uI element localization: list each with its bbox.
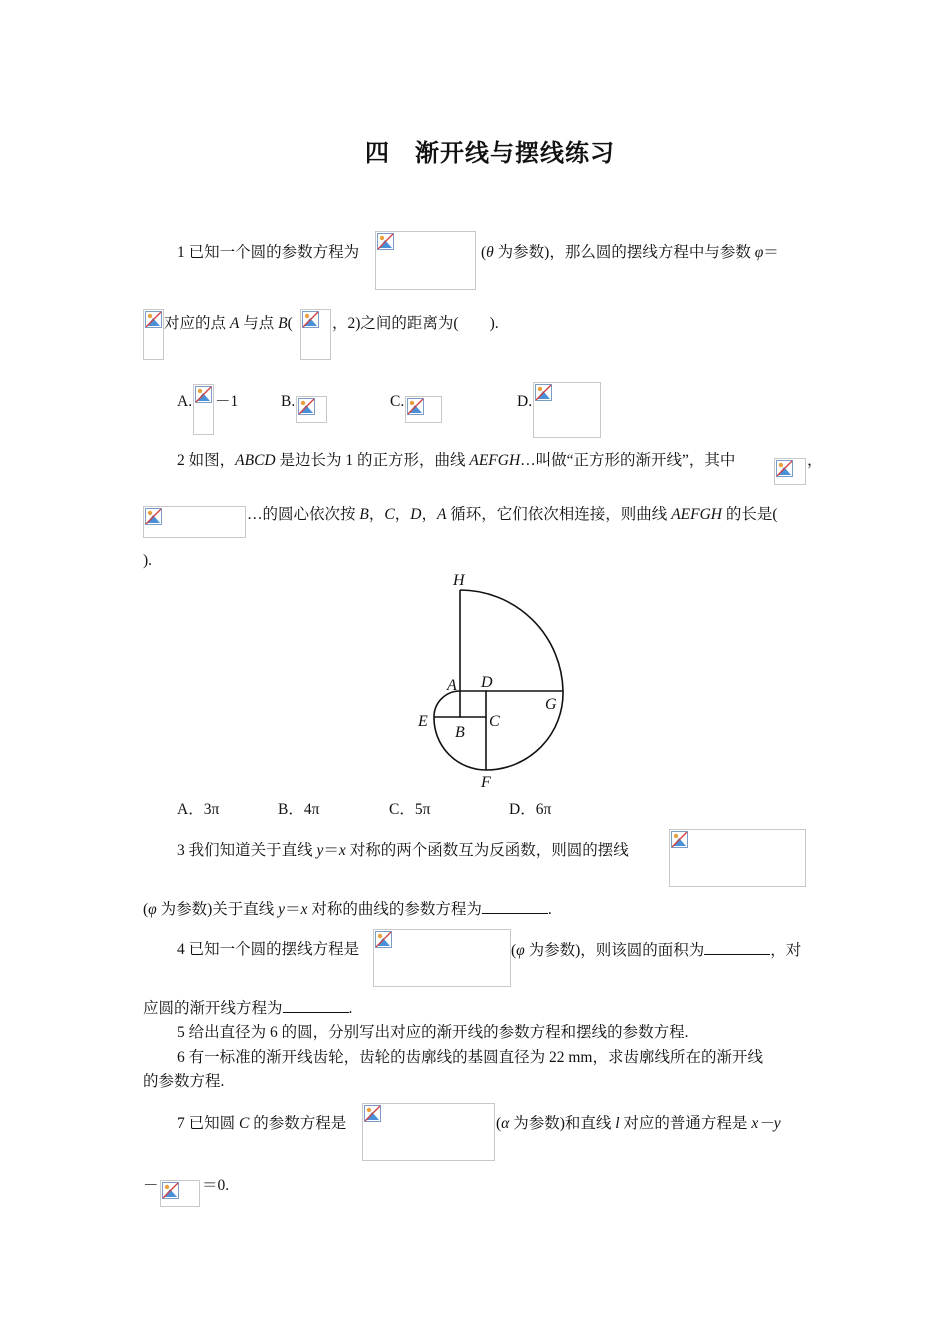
theta-symbol: θ [486, 244, 494, 261]
paren: ( [481, 244, 487, 261]
comma: ， [807, 452, 823, 469]
q4-stem-start: 4 已知一个圆的摆线方程是 [177, 941, 360, 958]
choice-b-label: B．4π [278, 801, 320, 818]
choice-a-tail: －1 [215, 393, 239, 410]
q3-line1-text [177, 841, 629, 861]
q3-stem-b: 对称的两个函数互为反函数，则圆的摆线 [345, 842, 629, 859]
point-a: A [436, 506, 447, 523]
q7-stem-start: 7 已知圆 [177, 1115, 240, 1132]
image-placeholder-icon [302, 311, 319, 328]
q7-line1-tail [496, 1114, 781, 1134]
q2-line2-a: …的圆心依次按 [247, 506, 360, 523]
alpha-symbol: α [501, 1115, 510, 1132]
q4-line2-text [143, 998, 352, 1019]
paren: ( [143, 901, 149, 918]
label-a: A [447, 677, 457, 694]
choice-c-label: C. [390, 393, 405, 410]
q3-cycloid-equation-image [669, 829, 806, 887]
q2-stem-start: 2 如图， [177, 452, 236, 469]
q1-line2-b: 与点 [239, 315, 279, 332]
q2-choice-c[interactable] [389, 800, 430, 820]
answer-blank-involute[interactable] [283, 998, 349, 1013]
equals-sign: ＝ [285, 901, 301, 918]
q1-choice-d[interactable] [517, 392, 532, 412]
q4-stem-c: 为参数)，则该圆的面积为 [524, 942, 705, 959]
q1-choice-a-tail [215, 392, 238, 412]
q1-choice-b[interactable] [281, 392, 295, 412]
q5-stem: 5 给出直径为 6 的圆，分别写出对应的渐开线的参数方程和摆线的参数方程. [177, 1024, 689, 1041]
q1-choice-c-image [405, 396, 442, 423]
q2-arc-ae-image [774, 458, 806, 485]
paren: ( [287, 315, 293, 332]
q7-line2-minus [143, 1176, 159, 1196]
q2-choice-a[interactable] [177, 800, 219, 820]
q1-line2-d: ，2)之间的距离为( ). [332, 315, 499, 332]
paren: ( [511, 942, 517, 959]
q1-choice-a-image [193, 384, 214, 435]
phi-symbol: φ [148, 901, 157, 918]
choice-b-label: B. [281, 393, 296, 410]
q3-line2-c: 对称的曲线的参数方程为 [307, 901, 482, 918]
answer-blank-area[interactable] [704, 940, 770, 955]
q1-stem-mid: 为参数)，那么圆的摆线方程中与参数 [493, 244, 755, 261]
expr-x-minus-y: x－y [751, 1115, 781, 1132]
point-b: B [359, 506, 369, 523]
comma: ， [421, 506, 437, 523]
image-placeholder-icon [375, 931, 392, 948]
paren: ( [496, 1115, 502, 1132]
equals-sign: ＝ [323, 842, 339, 859]
q1-line2-a: 对应的点 [164, 315, 230, 332]
label-e: E [418, 713, 428, 730]
q1-circle-equation-image [375, 231, 476, 290]
choice-a-label: A. [177, 393, 193, 410]
q2-line1-text [177, 451, 735, 471]
comma: ， [394, 506, 411, 523]
square-abcd: ABCD [235, 452, 276, 469]
q2-line1-comma [807, 451, 823, 471]
square-abcd [460, 691, 486, 717]
q1-choice-a[interactable] [177, 392, 192, 412]
q4-cycloid-equation-image [373, 929, 511, 987]
q1-choice-b-image [296, 396, 327, 423]
var-x: x [300, 901, 308, 918]
point-a: A [229, 315, 240, 332]
q2-line2-b: 循环，它们依次相连接，则曲线 [446, 506, 672, 523]
page-title: 四 渐开线与摆线练习 [365, 139, 615, 167]
image-placeholder-icon [145, 311, 162, 328]
q7-stem-d: 为参数)和直线 [509, 1115, 616, 1132]
q2-line2-text [247, 505, 778, 525]
q7-line1-text [177, 1114, 346, 1134]
period: . [547, 901, 552, 918]
q3-line2-b: 为参数)关于直线 [156, 901, 279, 918]
q7-circle-equation-image [362, 1103, 495, 1161]
equals-zero: ＝0. [202, 1177, 230, 1194]
choice-d-label: D．6π [509, 801, 552, 818]
q1-line2-tail [332, 314, 499, 334]
image-placeholder-icon [364, 1105, 381, 1122]
period: . [348, 1000, 353, 1017]
q6-stem: 6 有一标准的渐开线齿轮，齿轮的齿廓线的基圆直径为 22 mm，求齿廓线所在的渐开线 [177, 1049, 763, 1066]
choice-d-label: D. [517, 393, 533, 410]
line-l: l [615, 1115, 620, 1132]
label-c: C [489, 713, 500, 730]
phi-symbol: φ [516, 942, 525, 959]
q4-line1-tail [511, 940, 801, 961]
image-placeholder-icon [145, 508, 162, 525]
arc-ae [434, 691, 460, 717]
q6-line1 [177, 1048, 763, 1068]
q1-line1-text [177, 243, 359, 263]
equals-sign: ＝ [763, 244, 779, 261]
q3-line2-text [143, 899, 552, 920]
q2-line2-c: 的长是( [721, 506, 778, 523]
q4-stem-d: ，对 [770, 942, 802, 959]
q1-stem-start: 1 已知一个圆的参数方程为 [177, 244, 360, 261]
q2-arcs-image [143, 506, 246, 538]
comma: ， [368, 506, 385, 523]
label-f: F [481, 774, 491, 791]
curve-aefgh: AEFGH [671, 506, 722, 523]
arc-gh [460, 590, 563, 691]
q7-stem-b: 的参数方程是 [249, 1115, 347, 1132]
q6-line2 [143, 1072, 224, 1092]
point-c: C [384, 506, 395, 523]
minus-sign: － [143, 1177, 159, 1194]
q2-line3-text [143, 551, 152, 571]
q3-stem-start: 3 我们知道关于直线 [177, 842, 317, 859]
q2-stem-b: 是边长为 1 的正方形，曲线 [275, 452, 470, 469]
choice-c-label: C．5π [389, 801, 431, 818]
q2-choice-b[interactable] [278, 800, 319, 820]
image-placeholder-icon [195, 386, 212, 403]
choice-a-label: A．3π [177, 801, 220, 818]
point-d: D [410, 506, 422, 523]
var-y: y [316, 842, 324, 859]
circle-c: C [239, 1115, 250, 1132]
point-b: B [278, 315, 288, 332]
label-h: H [453, 572, 465, 589]
q7-stem-e: 对应的普通方程是 [619, 1115, 752, 1132]
label-d: D [481, 674, 493, 691]
curve-aefgh: AEFGH [469, 452, 521, 469]
label-b: B [455, 724, 465, 741]
q1-line2-text [164, 314, 293, 334]
image-placeholder-icon [407, 398, 424, 415]
q4-line1-text [177, 940, 359, 960]
square-involute-figure [405, 565, 580, 795]
image-placeholder-icon [377, 233, 394, 250]
image-placeholder-icon [671, 831, 688, 848]
q2-line3: ). [143, 552, 153, 569]
var-x: x [338, 842, 346, 859]
var-y: y [278, 901, 286, 918]
q6-stem-end: 的参数方程. [143, 1073, 225, 1090]
image-placeholder-icon [162, 1182, 179, 1199]
image-placeholder-icon [776, 460, 793, 477]
image-placeholder-icon [535, 384, 552, 401]
q7-line2-tail [202, 1176, 229, 1196]
q1-line1-tail [481, 243, 779, 263]
q1-choice-d-image [533, 382, 601, 438]
label-g: G [545, 696, 557, 713]
answer-blank[interactable] [482, 899, 548, 914]
q1-choice-c[interactable] [390, 392, 404, 412]
q2-choice-d[interactable] [509, 800, 551, 820]
q2-stem-c: …叫做“正方形的渐开线”，其中 [520, 452, 736, 469]
phi-symbol: φ [754, 244, 764, 261]
q4-line2-a: 应圆的渐开线方程为 [143, 1000, 283, 1017]
q1-phi-value-image [143, 309, 164, 360]
image-placeholder-icon [298, 398, 315, 415]
q1-pointB-x-image [300, 309, 331, 360]
q7-constant-image [160, 1180, 200, 1207]
q5-text [177, 1023, 689, 1043]
